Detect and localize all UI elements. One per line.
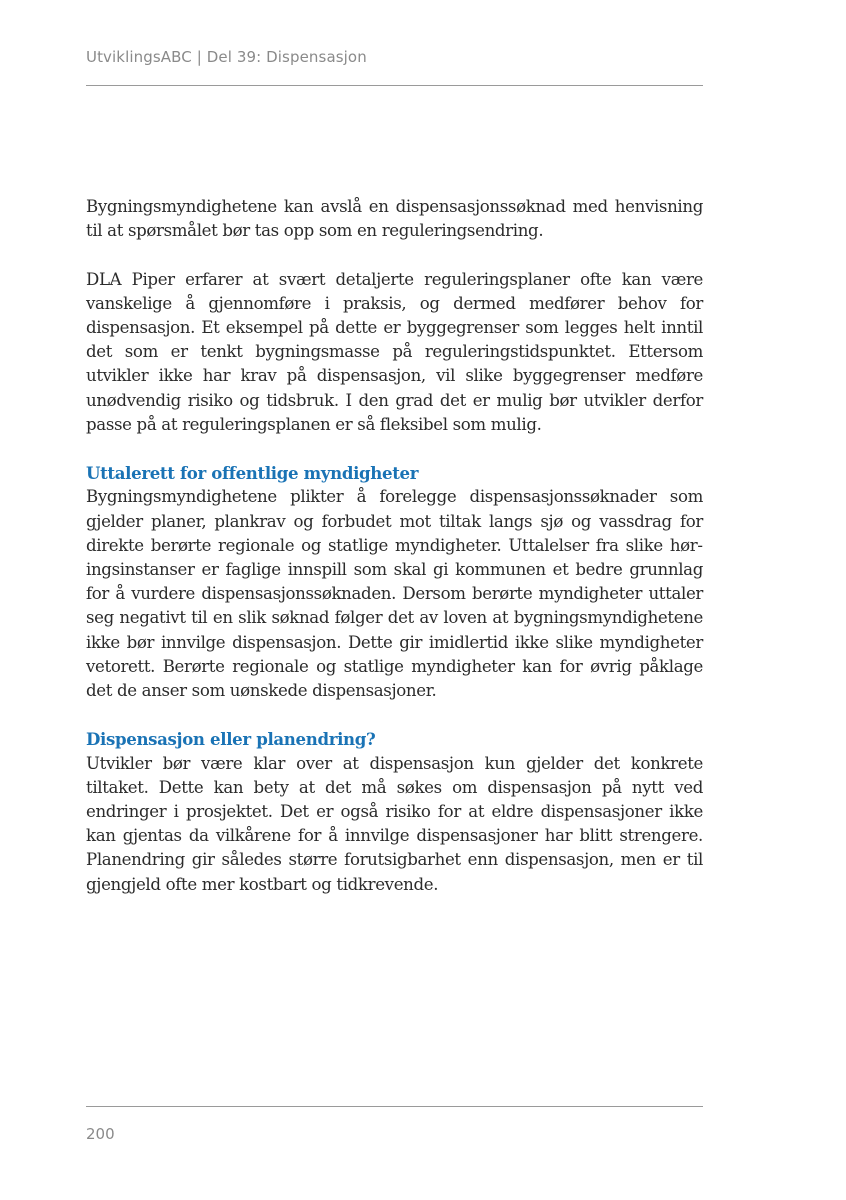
footer-divider [86,1106,703,1107]
section-heading-dispensasjon-planendring: Dispensasjon eller planendring? [86,729,376,750]
page-number: 200 [86,1125,115,1143]
dla-paragraph: DLA Piper erfarer at svært detaljerte reguleringsplaner ofte kan være vanskelige å gjennomføre i praksis, og dermed medfører behov for dispensasjon. Et eksempel på dette er byggegrenser som legges helt inntil det som er tenkt bygningsmasse på reguleringstidspunktet. Ettersom utvikler ikke har krav på dispensasjon, vil slike byggegrenser medføre unødvendig risiko og tidsbruk. I den grad det er mulig bør utvikler derfor passe på at reguleringsplanen er så fleksibel som mulig. [86,269,703,434]
running-header: UtviklingsABC | Del 39: Dispensasjon [86,48,367,66]
uttalerett-paragraph: Bygningsmyndighetene plikter å forelegge dispensasjonssøknader som gjelder planer, plankrav og forbudet mot tiltak langs sjø og vassdrag for direkte berørte regionale og statlige myndigheter. Uttalelser fra slike høringsinstanser er faglige innspill som skal gi kommunen et bedre grunnlag for å vurdere dispensasjonssøknaden. Dersom berørte myndigheter uttaler seg negativt til en slik søknad følger det av loven at bygningsmyndighetene ikke bør innvilge dispensasjon. Dette gir imidlertid ikke slike myndigheter vetorett. Berørte regionale og statlige myndigheter kan for øvrig påklage det de anser som uønskede dispensasjoner. [86,487,703,701]
page-body [86,195,703,897]
intro-paragraph: Bygningsmyndighetene kan avslå en dispensasjonssøknad med henvisning til at spørsmålet bør tas opp som en reguleringsendring. [86,197,703,241]
section-heading-uttalerett: Uttalerett for offentlige myndigheter [86,463,419,484]
header-divider [86,85,703,86]
dispensasjon-planendring-paragraph: Utvikler bør være klar over at dispensasjon kun gjelder det konkrete tiltaket. Dette kan bety at det må søkes om dispensasjon på nytt ved endringer i prosjektet. Det er også risiko for at eldre dispensasjoner ikke kan gjentas da vilkårene for å innvilge dispensasjoner har blitt strengere. Planendring gir således større forutsigbarhet enn dispensasjon, men er til gjengjeld ofte mer kostbart og tidkrevende. [86,753,703,894]
